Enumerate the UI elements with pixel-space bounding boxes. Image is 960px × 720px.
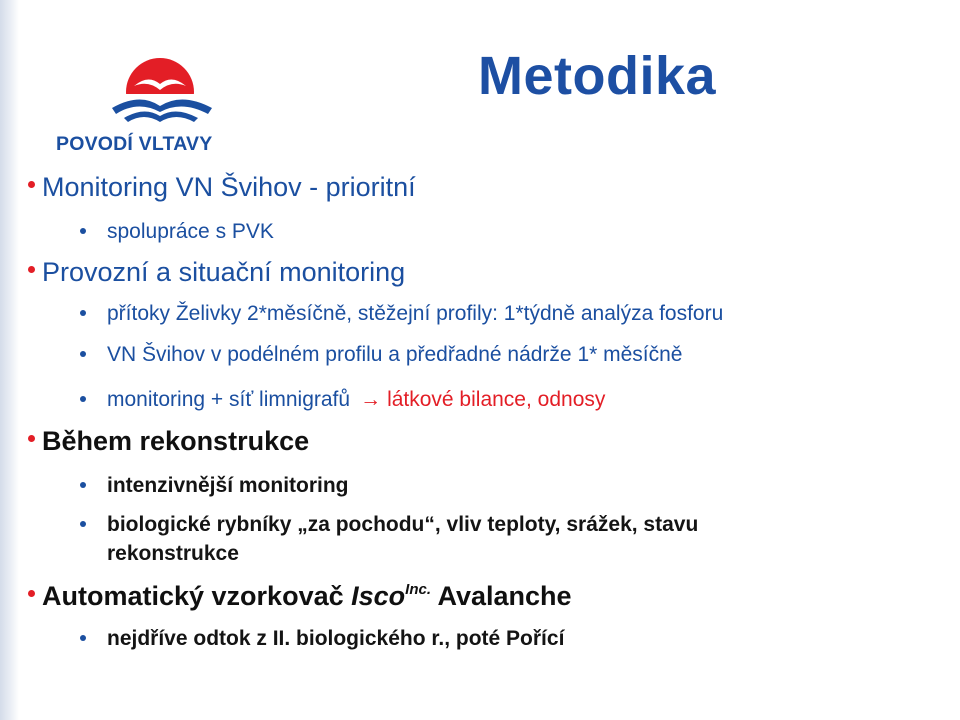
list-item-nejdrive: [107, 627, 564, 651]
item-brand-sup: Inc.: [405, 581, 431, 598]
list-item-pritoky: [107, 302, 723, 326]
list-item-spoluprace: [107, 220, 274, 244]
item-text: nejdříve odtok z II. biologického r., poté Pořící: [107, 627, 565, 650]
bullet-dot: [80, 310, 86, 316]
item-text: Provozní a situační monitoring: [42, 257, 406, 287]
bullet-dot: [80, 635, 86, 641]
bullet-dot: [28, 590, 35, 597]
bullet-dot: [80, 228, 86, 234]
list-item-behem-rekonstrukce: [42, 426, 309, 457]
bullet-dot: [28, 181, 35, 188]
item-text-before: monitoring + síť limnigrafů: [107, 388, 351, 411]
item-text-suffix: Avalanche: [431, 581, 572, 611]
bullet-dot: [80, 521, 86, 527]
item-text-after: látkové bilance, odnosy: [387, 388, 606, 411]
list-item-vn-svihov: [107, 343, 683, 367]
list-item-limnigrafy: [107, 388, 605, 412]
item-text: intenzivnější monitoring: [107, 474, 349, 497]
item-text: Monitoring VN Švihov - prioritní: [42, 172, 416, 202]
item-text: VN Švihov v podélném profilu a předřadné nádrže 1* měsíčně: [107, 343, 683, 366]
left-decorative-stripe: [0, 0, 19, 720]
item-text-prefix: Automatický vzorkovač: [42, 581, 352, 611]
bullet-dot: [28, 435, 35, 442]
slide-title: Metodika: [478, 46, 717, 106]
bird-over-waves-logo-icon: [52, 52, 270, 134]
list-item-biologicke-rybniky-cont: [107, 542, 239, 566]
povodi-vltavy-logo: [52, 52, 270, 156]
item-text: spolupráce s PVK: [107, 220, 274, 243]
list-item-intenzivnejsi: [107, 474, 349, 498]
list-item-automaticky-vzorkovac: [42, 581, 572, 612]
list-item-biologicke-rybniky: [107, 513, 698, 537]
arrow-icon: →: [360, 388, 382, 411]
list-item-monitoring-svihov: [42, 172, 416, 203]
logo-wordmark: POVODÍ VLTAVY: [56, 133, 213, 155]
item-text-line1: biologické rybníky „za pochodu“, vliv teploty, srážek, stavu: [107, 513, 699, 536]
bullet-dot: [80, 482, 86, 488]
item-text: Během rekonstrukce: [42, 426, 310, 456]
item-text: přítoky Želivky 2*měsíčně, stěžejní profily: 1*týdně analýza fosforu: [107, 302, 724, 325]
bullet-dot: [80, 396, 86, 402]
item-brand: Isco: [351, 581, 406, 611]
list-item-provozni: [42, 257, 405, 288]
bullet-dot: [80, 351, 86, 357]
bullet-dot: [28, 266, 35, 273]
item-text-line2: rekonstrukce: [107, 542, 239, 565]
